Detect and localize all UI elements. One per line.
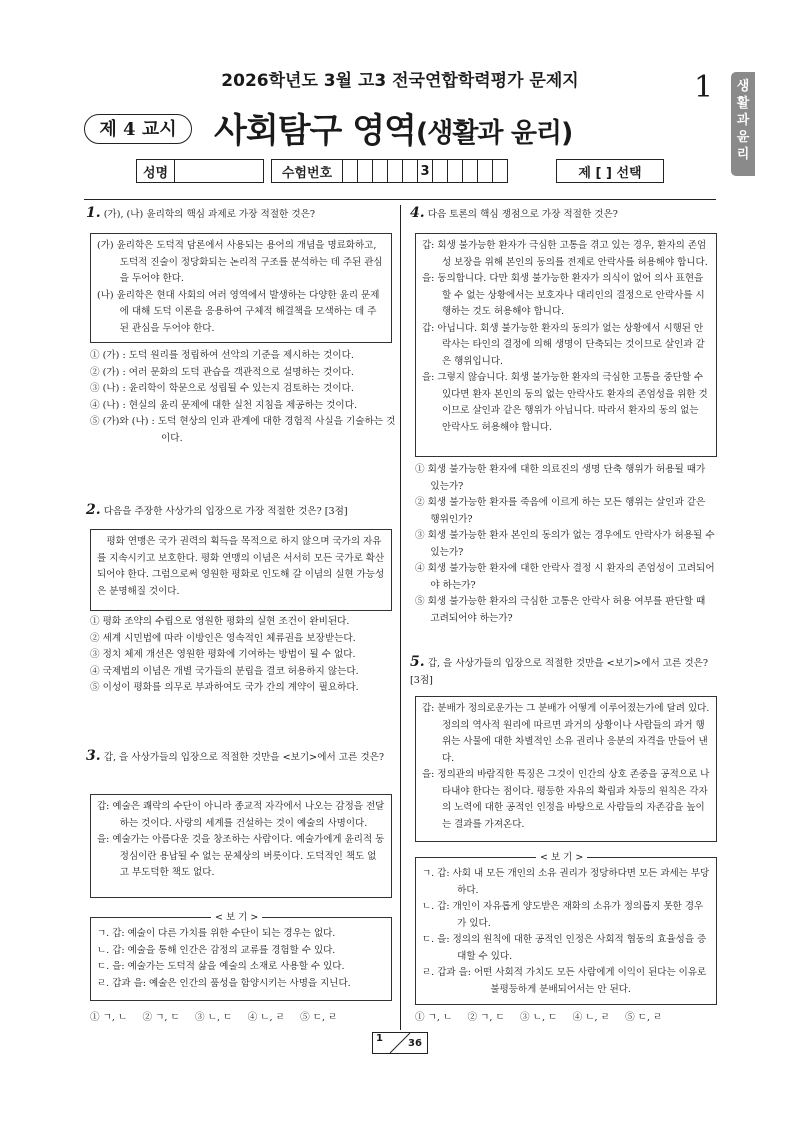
bogi-item: ㄷ. 을: 예술가는 도덕적 삶을 예술의 소재로 사용할 수 있다. <box>97 961 345 972</box>
passage-box <box>90 529 392 611</box>
exam-number-field[interactable] <box>271 159 508 183</box>
passage-paragraph: 갑: 회생 불가능한 환자가 극심한 고통을 겪고 있는 경우, 환자의 존엄성 보장을 위해 본인의 동의를 전제로 안락사를 허용해야 합니다. <box>422 240 708 268</box>
exam-number-cell: 3 <box>418 160 433 183</box>
answer-option[interactable]: ① 회생 불가능한 환자에 대한 의료진의 생명 단축 행위가 허용될 때가 있는가? <box>415 464 706 492</box>
question-stem: 다음 토론의 핵심 쟁점으로 가장 적절한 것은? <box>427 209 618 220</box>
bogi-title: < 보 기 > <box>536 849 587 863</box>
passage-paragraph: 갑: 아닙니다. 회생 불가능한 환자의 동의가 없는 상황에서 시행된 안락사는 타인의 결정에 의해 생명이 단축되는 것이므로 살인과 같은 행위입니다. <box>422 322 705 367</box>
period-badge: 제 4 교시 <box>84 114 192 144</box>
question-number: 2. <box>86 502 101 518</box>
passage-box <box>415 233 717 457</box>
bogi-item: ㄹ. 갑과 을: 예술은 인간의 품성을 함양시키는 사명을 지닌다. <box>97 977 351 989</box>
question-stem: 갑, 을 사상가들의 입장으로 적절한 것만을 <보기>에서 고른 것은? [3점] <box>410 658 709 686</box>
passage-box <box>415 696 717 842</box>
passage-paragraph: 갑: 분배가 정의로운가는 그 분배가 어떻게 이루어졌는가에 달려 있다. 정의의 역사적 원리에 따르면 과거의 상황이나 사람들의 과거 행위는 사물에 대한 차별적인 소유 권리나 응분의 자격을 만들어 낸다. <box>422 703 710 764</box>
passage-paragraph: 을: 정의관의 바람직한 특징은 그것이 인간의 상호 존중을 공적으로 나타내야 한다는 점이다. 평등한 자유의 확립과 차등의 원칙은 각자의 노력에 대한 공적인 인정을 바탕으로 사람들의 자존감을 높이는 결과를 가져온다. <box>422 769 710 830</box>
exam-number-cell[interactable] <box>358 160 373 183</box>
answer-options <box>90 348 396 447</box>
subject-sub: (생활과 윤리) <box>415 118 573 149</box>
answer-option[interactable]: ① (가) : 도덕 원리를 정립하여 선악의 기준을 제시하는 것이다. <box>90 350 354 361</box>
exam-number-label: 수험번호 <box>272 160 343 183</box>
page-current: 1 <box>376 1033 383 1044</box>
exam-number-cell[interactable] <box>388 160 403 183</box>
question-number: 1. <box>86 205 101 221</box>
passage-paragraph: 을: 예술가는 아름다운 것을 창조하는 사람이다. 예술가에게 윤리적 동정심이란 용납될 수 없는 문체상의 버릇이다. 도덕적인 책도 없고 부도덕한 책도 없다. <box>97 834 385 878</box>
bogi-item: ㄴ. 갑: 개인이 자유롭게 양도받은 재화의 소유가 정의롭지 못한 경우가 있다. <box>422 901 704 929</box>
answer-option[interactable]: ② (가) : 여러 문화의 도덕 관습을 객관적으로 설명하는 것이다. <box>90 366 354 378</box>
question-number: 3. <box>86 748 101 764</box>
answer-option[interactable]: ④ (나) : 현실의 윤리 문제에 대한 실천 지침을 제공하는 것이다. <box>90 399 358 411</box>
bogi-item: ㄴ. 갑: 예술을 통해 인간은 감정의 교류를 경험할 수 있다. <box>97 944 336 956</box>
answer-option[interactable]: ② 세계 시민법에 따라 이방인은 영속적인 체류권을 보장받는다. <box>90 632 356 644</box>
bogi-item: ㄱ. 갑: 예술이 다른 가치를 위한 수단이 되는 경우는 없다. <box>97 928 336 939</box>
page-counter <box>372 1032 428 1054</box>
answer-choices[interactable]: ① ㄱ, ㄴ ② ㄱ, ㄷ ③ ㄴ, ㄷ ④ ㄴ, ㄹ ⑤ ㄷ, ㄹ <box>90 1012 338 1023</box>
name-field[interactable] <box>136 159 264 183</box>
question-3 <box>86 748 396 767</box>
bogi-title: < 보 기 > <box>211 909 262 923</box>
answer-option[interactable]: ⑤ 회생 불가능한 환자의 극심한 고통은 안락사 허용 여부를 판단할 때 고려되어야 하는가? <box>415 596 706 624</box>
exam-number-cell[interactable] <box>373 160 388 183</box>
page-total: 36 <box>408 1038 422 1049</box>
answer-options <box>415 462 717 627</box>
passage-box <box>90 794 392 898</box>
bogi-item: ㄷ. 을: 정의의 원칙에 대한 공적인 인정은 사회적 협동의 효율성을 증대할 수 있다. <box>422 934 707 962</box>
answer-option[interactable]: ① 평화 조약의 수립으로 영원한 평화의 실현 조건이 완비된다. <box>90 616 350 627</box>
bogi-box <box>90 917 392 1001</box>
question-number: 4. <box>410 205 425 221</box>
name-input-cell[interactable] <box>175 160 264 183</box>
passage-paragraph: (나) 윤리학은 현대 사회의 여러 영역에서 발생하는 다양한 윤리 문제에 대해 도덕 이론을 응용하여 구체적 해결책을 모색하는 데 주된 관심을 두어야 한다. <box>97 289 380 334</box>
answer-option[interactable]: ③ 회생 불가능한 환자 본인의 동의가 없는 경우에도 안락사가 허용될 수 있는가? <box>415 530 715 558</box>
header-divider <box>84 199 716 200</box>
passage-paragraph: (가) 윤리학은 도덕적 담론에서 사용되는 용어의 개념을 명료화하고, 도덕적 진술이 정당화되는 논리적 구조를 분석하는 데 주된 관심을 두어야 한다. <box>97 240 383 284</box>
exam-title: 2026학년도 3월 고3 전국연합학력평가 문제지 <box>221 71 579 91</box>
question-stem: (가), (나) 윤리학의 핵심 과제로 가장 적절한 것은? <box>103 209 316 220</box>
answer-choices[interactable]: ① ㄱ, ㄴ ② ㄱ, ㄷ ③ ㄴ, ㄷ ④ ㄴ, ㄹ ⑤ ㄷ, ㄹ <box>415 1012 663 1023</box>
elective-selection-label: 제 [ ] 선택 <box>557 160 664 183</box>
page-number: 1 <box>694 70 714 105</box>
question-5 <box>410 654 720 689</box>
name-label: 성명 <box>137 160 175 183</box>
exam-number-cell[interactable] <box>478 160 493 183</box>
bogi-item: ㄱ. 갑: 사회 내 모든 개인의 소유 권리가 정당하다면 모든 과세는 부당하다. <box>422 868 710 896</box>
side-tab-char: 과 <box>736 113 750 128</box>
answer-option[interactable]: ③ 정치 체제 개선은 영원한 평화에 기여하는 방법이 될 수 없다. <box>90 649 356 660</box>
question-number: 5. <box>410 654 425 670</box>
question-stem: 갑, 을 사상가들의 입장으로 적절한 것만을 <보기>에서 고른 것은? <box>103 752 385 763</box>
exam-number-cell[interactable] <box>403 160 418 183</box>
passage-paragraph: 을: 그렇지 않습니다. 회생 불가능한 환자의 극심한 고통을 중단할 수 있다면 환자 본인의 동의 없는 안락사도 환자의 존엄성을 위한 것이므로 살인과 같은 행위가 아닙니다. 따라서 환자의 동의 없는 안락사도 허용해야 합니다. <box>422 372 708 433</box>
side-tab-char: 활 <box>736 96 750 111</box>
answer-option[interactable]: ⑤ (가)와 (나) : 도덕 현상의 인과 관계에 대한 경험적 사실을 기술하는 것이다. <box>90 416 396 444</box>
bogi-item: ㄹ. 갑과 을: 어떤 사회적 가치도 모든 사람에게 이익이 된다는 이유로 불평등하게 분배되어서는 안 된다. <box>422 967 707 995</box>
elective-selection-field[interactable] <box>556 159 664 183</box>
column-divider <box>400 205 401 1030</box>
answer-option[interactable]: ⑤ 이성이 평화를 의무로 부과하여도 국가 간의 계약이 필요하다. <box>90 682 359 693</box>
side-tab-char: 리 <box>736 147 750 162</box>
passage-paragraph: 평화 연맹은 국가 권력의 획득을 목적으로 하지 않으며 국가의 자유를 지속시키고 보호한다. 평화 연맹의 이념은 서서히 모든 국가로 확산되어야 한다. 그럼으로써 영원한 평화로 인도해 갈 이념의 실현 가능성은 분명해질 것이다. <box>97 536 385 597</box>
question-1 <box>86 205 390 224</box>
exam-number-cell[interactable] <box>493 160 508 183</box>
question-2 <box>86 502 390 521</box>
bogi-box <box>415 857 717 1005</box>
exam-number-cell[interactable] <box>448 160 463 183</box>
question-4 <box>410 205 714 224</box>
exam-number-cell[interactable] <box>343 160 358 183</box>
subject-side-tab <box>731 72 755 176</box>
answer-option[interactable]: ③ (나) : 윤리학이 학문으로 성립될 수 있는지 검토하는 것이다. <box>90 383 354 394</box>
exam-number-cell[interactable] <box>433 160 448 183</box>
answer-option[interactable]: ④ 국제법의 이념은 개별 국가들의 분립을 결코 허용하지 않는다. <box>90 665 359 677</box>
passage-paragraph: 을: 동의합니다. 다만 회생 불가능한 환자가 의식이 없어 의사 표현을 할 수 없는 상황에서는 보호자나 대리인의 결정으로 안락사를 시행하는 것도 허용해야 합니다. <box>422 273 705 317</box>
answer-option[interactable]: ② 회생 불가능한 환자를 죽음에 이르게 하는 모든 행위는 살인과 같은 행위인가? <box>415 497 706 525</box>
side-tab-char: 윤 <box>736 130 750 145</box>
question-stem: 다음을 주장한 사상가의 입장으로 가장 적절한 것은? [3점] <box>103 506 348 517</box>
answer-options <box>90 614 396 697</box>
passage-box <box>90 233 392 343</box>
passage-paragraph: 갑: 예술은 쾌락의 수단이 아니라 종교적 자각에서 나오는 감정을 전달하는 것이다. 사랑의 세계를 건설하는 것이 예술의 사명이다. <box>97 801 385 829</box>
answer-option[interactable]: ④ 회생 불가능한 환자에 대한 안락사 결정 시 환자의 존엄성이 고려되어야 하는가? <box>415 563 715 591</box>
subject-main: 사회탐구 영역 <box>214 111 416 151</box>
exam-number-cell[interactable] <box>463 160 478 183</box>
subject-title <box>214 103 572 152</box>
side-tab-char: 생 <box>736 79 750 94</box>
